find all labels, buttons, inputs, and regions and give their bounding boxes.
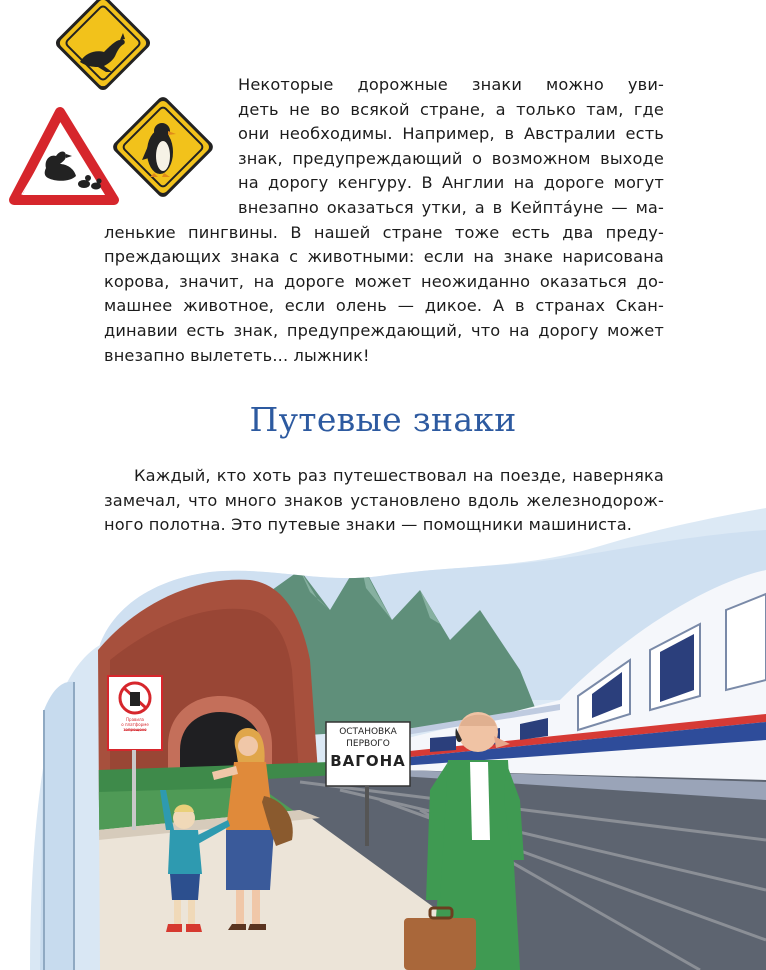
paragraph-line: знак, предупреждающий о возможном выходе [238,148,664,168]
paragraph-line: преждающих знака с животными: если на знаке нарисована [104,247,664,267]
paragraph-line: корова, значит, на дороге может неожиданно оказаться до- [104,271,664,291]
paragraph-line: ленькие пингвины. В нашей стране тоже есть два преду- [104,222,664,242]
prohibition-sign-caption [110,718,160,732]
paragraph-line: деть не во всякой стране, а только там, где [238,99,664,119]
paragraph-line: машнее животное, если олень — дикое. А в странах Скан- [104,296,664,316]
paragraph-line: Некоторые дорожные знаки можно уви- [238,75,664,94]
paragraph-line: Каждый, кто хоть раз путешествовал на поезде, наверняка [134,466,664,485]
paragraph-line: замечал, что много знаков установлено вдоль железнодорож- [104,490,664,510]
intro-paragraph [104,73,664,368]
caption-line: о платформе [121,722,149,727]
paragraph-line: на дорогу кенгуру. В Англии на дороге могут [238,173,664,193]
paragraph-line: динавии есть знак, предупреждающий, что на дорогу может [104,320,664,340]
caption-line: запрещено [123,727,147,732]
stop-sign-line: ОСТАНОВКА [339,727,397,737]
paragraph-line: ного полотна. Это путевые знаки — помощники машиниста. [104,515,633,535]
caption-line: Правила [126,717,144,722]
paragraph-line: внезапно оказаться утки, а в Кейпта́уне — ма- [238,197,664,217]
window-wash [30,640,110,970]
paragraph-line: внезапно вылететь... лыжник! [104,345,370,365]
duck-sign-icon [14,112,114,200]
stop-sign-text [326,726,410,769]
section-heading: Путевые знаки [249,400,517,439]
stop-sign-line: ПЕРВОГО [346,739,390,749]
stop-sign-line: ВАГОНА [330,752,406,770]
railway-illustration [0,500,766,970]
paragraph-line: они необходимы. Например, в Австралии есть [238,124,664,144]
